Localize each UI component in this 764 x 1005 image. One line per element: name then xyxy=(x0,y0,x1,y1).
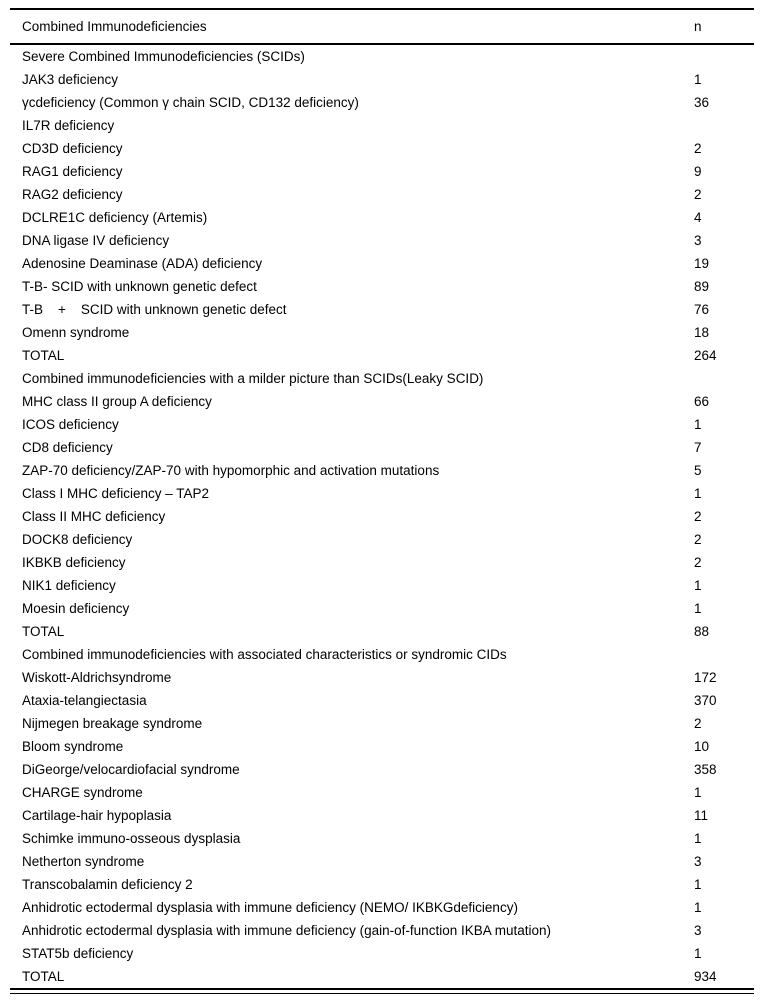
section-row xyxy=(10,44,754,68)
row-label: T-B- SCID with unknown genetic defect xyxy=(22,279,257,294)
section-row xyxy=(10,643,754,666)
row-label: Omenn syndrome xyxy=(22,325,130,340)
table-row xyxy=(10,896,754,919)
table-row xyxy=(10,528,754,551)
row-label: Ataxia-telangiectasia xyxy=(22,693,147,708)
bottom-rule xyxy=(10,993,754,994)
row-count: 172 xyxy=(694,670,717,685)
table-row xyxy=(10,183,754,206)
row-count: 264 xyxy=(694,348,717,363)
row-count: 7 xyxy=(694,440,702,455)
table-row xyxy=(10,436,754,459)
row-label: Transcobalamin deficiency 2 xyxy=(22,877,193,892)
row-label: Anhidrotic ectodermal dysplasia with immune deficiency (NEMO/ IKBKGdeficiency) xyxy=(22,900,518,915)
row-count: 2 xyxy=(694,187,702,202)
row-count: 2 xyxy=(694,532,702,547)
row-label: Class I MHC deficiency – TAP2 xyxy=(22,486,210,501)
row-label: Netherton syndrome xyxy=(22,854,145,869)
table-row xyxy=(10,666,754,689)
table-row xyxy=(10,850,754,873)
row-label: JAK3 deficiency xyxy=(22,72,119,87)
table-row xyxy=(10,321,754,344)
table-row xyxy=(10,390,754,413)
table-row xyxy=(10,413,754,436)
row-label: DCLRE1C deficiency (Artemis) xyxy=(22,210,208,225)
row-count: 36 xyxy=(694,95,710,110)
row-count: 370 xyxy=(694,693,717,708)
row-label: Schimke immuno-osseous dysplasia xyxy=(22,831,241,846)
row-count: 934 xyxy=(694,969,717,984)
table-row xyxy=(10,298,754,321)
row-count: 1 xyxy=(694,785,702,800)
row-count: 1 xyxy=(694,72,702,87)
section-row xyxy=(10,367,754,390)
row-label: T-B + SCID with unknown genetic defect xyxy=(22,302,287,317)
table-body xyxy=(10,44,754,989)
table-row xyxy=(10,505,754,528)
row-count: 1 xyxy=(694,946,702,961)
row-count: 358 xyxy=(694,762,717,777)
row-count xyxy=(692,44,754,68)
row-label: MHC class II group A deficiency xyxy=(22,394,212,409)
row-count: 1 xyxy=(694,900,702,915)
table-row xyxy=(10,551,754,574)
row-label: DOCK8 deficiency xyxy=(22,532,133,547)
row-count: 3 xyxy=(694,854,702,869)
row-label: Severe Combined Immunodeficiencies (SCIDs) xyxy=(22,49,305,64)
row-label: RAG1 deficiency xyxy=(22,164,123,179)
table-row xyxy=(10,712,754,735)
row-label: DiGeorge/velocardiofacial syndrome xyxy=(22,762,240,777)
row-count xyxy=(692,643,754,666)
row-label: Nijmegen breakage syndrome xyxy=(22,716,203,731)
table-row xyxy=(10,574,754,597)
row-count: 88 xyxy=(694,624,710,639)
row-label: CD8 deficiency xyxy=(22,440,113,455)
table-row xyxy=(10,252,754,275)
table-row xyxy=(10,206,754,229)
row-count: 2 xyxy=(694,509,702,524)
row-count: 1 xyxy=(694,417,702,432)
total-row xyxy=(10,344,754,367)
table-row xyxy=(10,229,754,252)
table-row xyxy=(10,919,754,942)
column-header-n: n xyxy=(692,9,754,44)
row-label: TOTAL xyxy=(22,624,65,639)
table-row xyxy=(10,137,754,160)
table-row xyxy=(10,804,754,827)
table-row xyxy=(10,459,754,482)
row-label: ZAP-70 deficiency/ZAP-70 with hypomorphic and activation mutations xyxy=(22,463,440,478)
header-row xyxy=(10,9,754,44)
row-count: 9 xyxy=(694,164,702,179)
row-count: 3 xyxy=(694,233,702,248)
row-label: NIK1 deficiency xyxy=(22,578,116,593)
row-count xyxy=(692,114,754,137)
table-row xyxy=(10,689,754,712)
row-label: IKBKB deficiency xyxy=(22,555,126,570)
row-label: IL7R deficiency xyxy=(22,118,115,133)
row-count: 10 xyxy=(694,739,710,754)
row-count: 1 xyxy=(694,831,702,846)
table-row xyxy=(10,91,754,114)
row-count: 2 xyxy=(694,716,702,731)
row-count xyxy=(692,367,754,390)
table-row xyxy=(10,275,754,298)
row-count: 1 xyxy=(694,877,702,892)
row-count: 1 xyxy=(694,601,702,616)
table-row xyxy=(10,735,754,758)
table-row xyxy=(10,942,754,965)
row-count: 5 xyxy=(694,463,702,478)
row-count: 18 xyxy=(694,325,710,340)
row-label: RAG2 deficiency xyxy=(22,187,123,202)
row-label: CHARGE syndrome xyxy=(22,785,143,800)
row-label: Combined immunodeficiencies with associated characteristics or syndromic CIDs xyxy=(22,647,507,662)
row-label: Cartilage-hair hypoplasia xyxy=(22,808,172,823)
table-row xyxy=(10,160,754,183)
row-label: γcdeficiency (Common γ chain SCID, CD132 deficiency) xyxy=(22,95,359,110)
row-label: DNA ligase IV deficiency xyxy=(22,233,170,248)
table-header xyxy=(10,9,754,44)
total-row xyxy=(10,965,754,989)
row-count: 89 xyxy=(694,279,710,294)
row-count: 4 xyxy=(694,210,702,225)
row-label: Combined immunodeficiencies with a milder picture than SCIDs(Leaky SCID) xyxy=(22,371,484,386)
table-row xyxy=(10,114,754,137)
row-count: 19 xyxy=(694,256,710,271)
row-count: 2 xyxy=(694,555,702,570)
table-row xyxy=(10,758,754,781)
row-label: ICOS deficiency xyxy=(22,417,119,432)
row-label: Anhidrotic ectodermal dysplasia with immune deficiency (gain-of-function IKBA mutation) xyxy=(22,923,551,938)
table-row xyxy=(10,597,754,620)
table-row xyxy=(10,827,754,850)
combined-immunodeficiencies-table xyxy=(10,8,754,990)
row-count: 1 xyxy=(694,486,702,501)
row-label: Moesin deficiency xyxy=(22,601,130,616)
row-label: Wiskott-Aldrichsyndrome xyxy=(22,670,172,685)
row-count: 76 xyxy=(694,302,710,317)
table-row xyxy=(10,781,754,804)
row-label: Class II MHC deficiency xyxy=(22,509,166,524)
row-count: 11 xyxy=(694,808,709,823)
column-header-name: Combined Immunodeficiencies xyxy=(10,9,692,44)
table-row xyxy=(10,68,754,91)
row-count: 66 xyxy=(694,394,710,409)
row-label: TOTAL xyxy=(22,348,65,363)
row-label: Bloom syndrome xyxy=(22,739,124,754)
row-count: 2 xyxy=(694,141,702,156)
table-row xyxy=(10,482,754,505)
row-count: 1 xyxy=(694,578,702,593)
total-row xyxy=(10,620,754,643)
row-label: STAT5b deficiency xyxy=(22,946,134,961)
row-label: TOTAL xyxy=(22,969,65,984)
table-row xyxy=(10,873,754,896)
row-count: 3 xyxy=(694,923,702,938)
row-label: Adenosine Deaminase (ADA) deficiency xyxy=(22,256,263,271)
row-label: CD3D deficiency xyxy=(22,141,123,156)
